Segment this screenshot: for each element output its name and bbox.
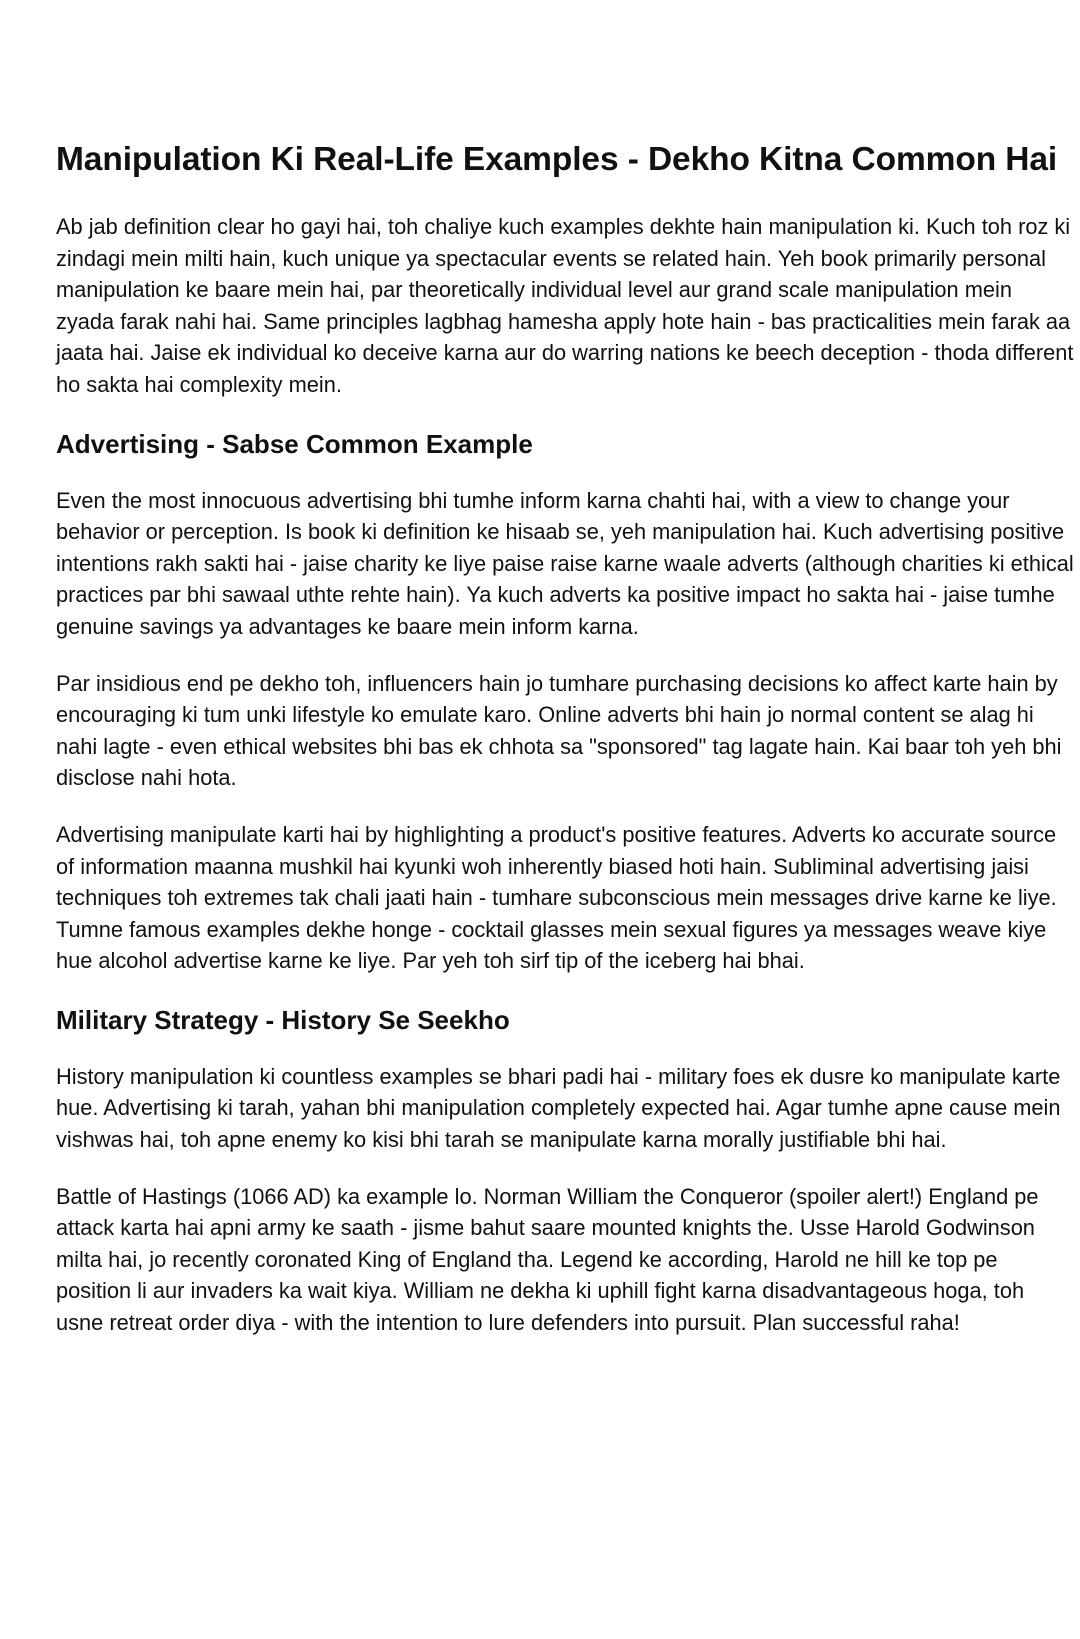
section-heading-military: Military Strategy - History Se Seekho — [56, 1004, 510, 1035]
advertising-paragraph-1: Even the most innocuous advertising bhi tumhe inform karna chahti hai, with a view to change your behavior or perception. Is book ki definition ke hisaab se, yeh manipulation hai. Kuch advertising positive intentions rakh sakti hai - jaise charity ke liye paise raise karne waale adverts (although charities ki ethical practices par bhi sawaal uthte rehte hain). Ya kuch adverts ka positive impact ho sakta hai - jaise tumhe genuine savings ya advantages ke baare mein inform karna. — [56, 487, 1074, 639]
advertising-paragraph-2: Par insidious end pe dekho toh, influencers hain jo tumhare purchasing decisions ko affect karte hain by encouraging ki tum unki lifestyle ko emulate karo. Online adverts bhi hain jo normal content se alag hi nahi lagte - even ethical websites bhi bas ek chhota sa "sponsored" tag lagate hain. Kai baar toh yeh bhi disclose nahi hota. — [56, 670, 1062, 791]
military-paragraph-2: Battle of Hastings (1066 AD) ka example lo. Norman William the Conqueror (spoiler alert!) England pe attack karta hai apni army ke saath - jisme bahut saare mounted knights the. Usse Harold Godwinson milta hai, jo recently coronated King of England tha. Legend ke according, Harold ne hill ke top pe position li aur invaders ka wait kiya. William ne dekha ki uphill fight karna disadvantageous hoga, toh usne retreat order diya - with the intention to lure defenders into pursuit. Plan successful raha! — [56, 1183, 1039, 1336]
military-paragraph-1: History manipulation ki countless examples se bhari padi hai - military foes ek dusre ko manipulate karte hue. Advertising ki tarah, yahan bhi manipulation completely expected hai. Agar tumhe apne cause mein vishwas hai, toh apne enemy ko kisi bhi tarah se manipulate karna morally justifiable bhi hai. — [56, 1063, 1061, 1153]
page-title: Manipulation Ki Real-Life Examples - Dekho Kitna Common Hai — [56, 141, 1058, 178]
section-heading-advertising: Advertising - Sabse Common Example — [56, 428, 533, 459]
intro-paragraph: Ab jab definition clear ho gayi hai, toh chaliye kuch examples dekhte hain manipulation ki. Kuch toh roz ki zindagi mein milti hain, kuch unique ya spectacular events se related hain. Yeh book primarily personal manipulation ke baare mein hai, par theoretically individual level aur grand scale manipulation mein zyada farak nahi hai. Same principles lagbhag hamesha apply hote hain - bas practicalities mein farak aa jaata hai. Jaise ek individual ko deceive karna aur do warring nations ke beech deception - thoda different ho sakta hai complexity mein. — [56, 214, 1074, 397]
document-page — [56, 136, 1076, 1364]
advertising-paragraph-3: Advertising manipulate karti hai by highlighting a product's positive features. Adverts ko accurate source of information maanna mushkil hai kyunki woh inherently biased hoti hain. Subliminal advertising jaisi techniques toh extremes tak chali jaati hain - tumhare subconscious mein messages drive karne ke liye. Tumne famous examples dekhe honge - cocktail glasses mein sexual figures ya messages weave kiye hue alcohol advertise karne ke liye. Par yeh toh sirf tip of the iceberg hai bhai. — [56, 821, 1057, 974]
